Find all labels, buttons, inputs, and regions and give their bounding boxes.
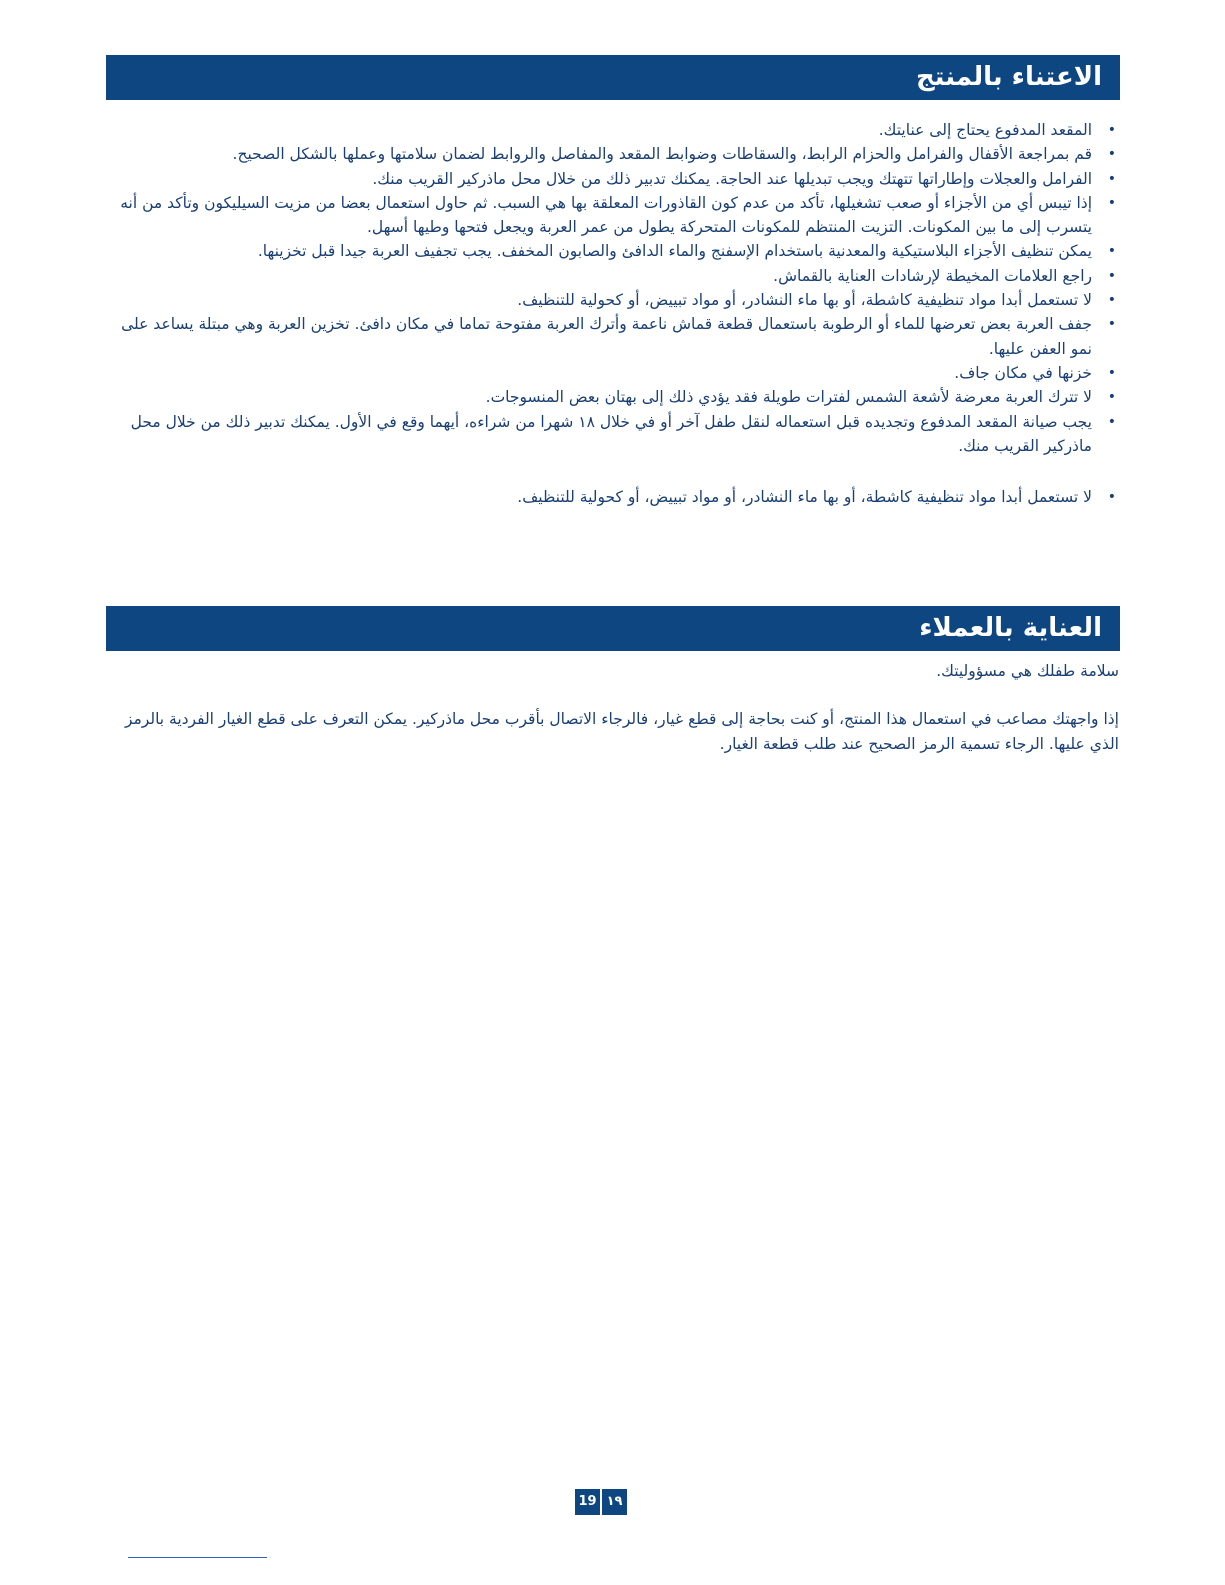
page-number-eastern: ١٩ [600,1489,627,1515]
care-item-4: • إذا تيبس أي من الأجزاء أو صعب تشغيلها، تأكد من عدم كون القاذورات المعلقة بها هي السبب. ثم حاول استعمال بعضا من مزيت السيليكون وتأكد من أنه يتسرب إلى ما بين المكونات. التزيت المنتظم للمكونات المتحركة يطول من عمر العربة ويجعل فتحها وطيها أسهل. [112,191,1120,240]
customer-care-title: العناية بالعملاء [106,606,1120,651]
spare-parts-paragraph: إذا واجهتك مصاعب في استعمال هذا المنتج، أو كنت بحاجة إلى قطع غيار، فالرجاء الاتصال بأقرب محل ماذركير. يمكن التعرف على قطع الغيار الفردية بالرمز الذي عليها. الرجاء تسمية الرمز الصحيح عند طلب قطعة الغيار. [124,710,1119,753]
care-item-7: • لا تستعمل أبدا مواد تنظيفية كاشطة، أو بها ماء النشادر، أو مواد تبييض، أو كحولية للتنظيف. [112,288,1120,312]
care-item-1: • المقعد المدفوع يحتاج إلى عنايتك. [112,118,1120,142]
care-item-8: • جفف العربة بعض تعرضها للماء أو الرطوبة باستعمال قطعة قماش ناعمة وأترك العربة مفتوحة تماما في مكان دافئ. تخزين العربة وهي مبتلة يساعد على نمو العفن عليها. [112,312,1120,361]
care-item-2: • قم بمراجعة الأقفال والفرامل والحزام الرابط، والسقاطات وضوابط المقعد والمفاصل والروابط لضمان سلامتها وعملها بالشكل الصحيح. [112,142,1120,166]
care-item-5: • يمكن تنظيف الأجزاء البلاستيكية والمعدنية باستخدام الإسفنج والماء الدافئ والصابون المخفف. يجب تجفيف العربة جيدا قبل تخزينها. [112,239,1120,263]
care-item-extra: • لا تستعمل أبدا مواد تنظيفية كاشطة، أو بها ماء النشادر، أو مواد تبييض، أو كحولية للتنظيف. [112,485,1120,509]
footer-rule [128,1557,267,1558]
safety-statement: سلامة طفلك هي مسؤوليتك. [936,662,1119,680]
page-number-western: 19 [575,1489,600,1515]
care-item-10: • لا تترك العربة معرضة لأشعة الشمس لفترات طويلة فقد يؤدي ذلك إلى بهتان بعض المنسوجات. [112,385,1120,409]
care-item-6: • راجع العلامات المخيطة لإرشادات العناية بالقماش. [112,264,1120,288]
care-item-11: • يجب صيانة المقعد المدفوع وتجديده قبل استعماله لنقل طفل آخر أو في خلال ١٨ شهرا من شراءه، أيهما وقع في الأول. يمكنك تدبير ذلك من خلال محل ماذركير القريب منك. [112,410,1120,459]
care-item-3: • الفرامل والعجلات وإطاراتها تتهتك ويجب تبديلها عند الحاجة. يمكنك تدبير ذلك من خلال محل ماذركير القريب منك. [112,167,1120,191]
care-item-9: • خزنها في مكان جاف. [112,361,1120,385]
page-number [575,1489,627,1515]
care-instructions-list [112,118,1120,509]
care-section-title: الاعتناء بالمنتج [106,55,1120,100]
